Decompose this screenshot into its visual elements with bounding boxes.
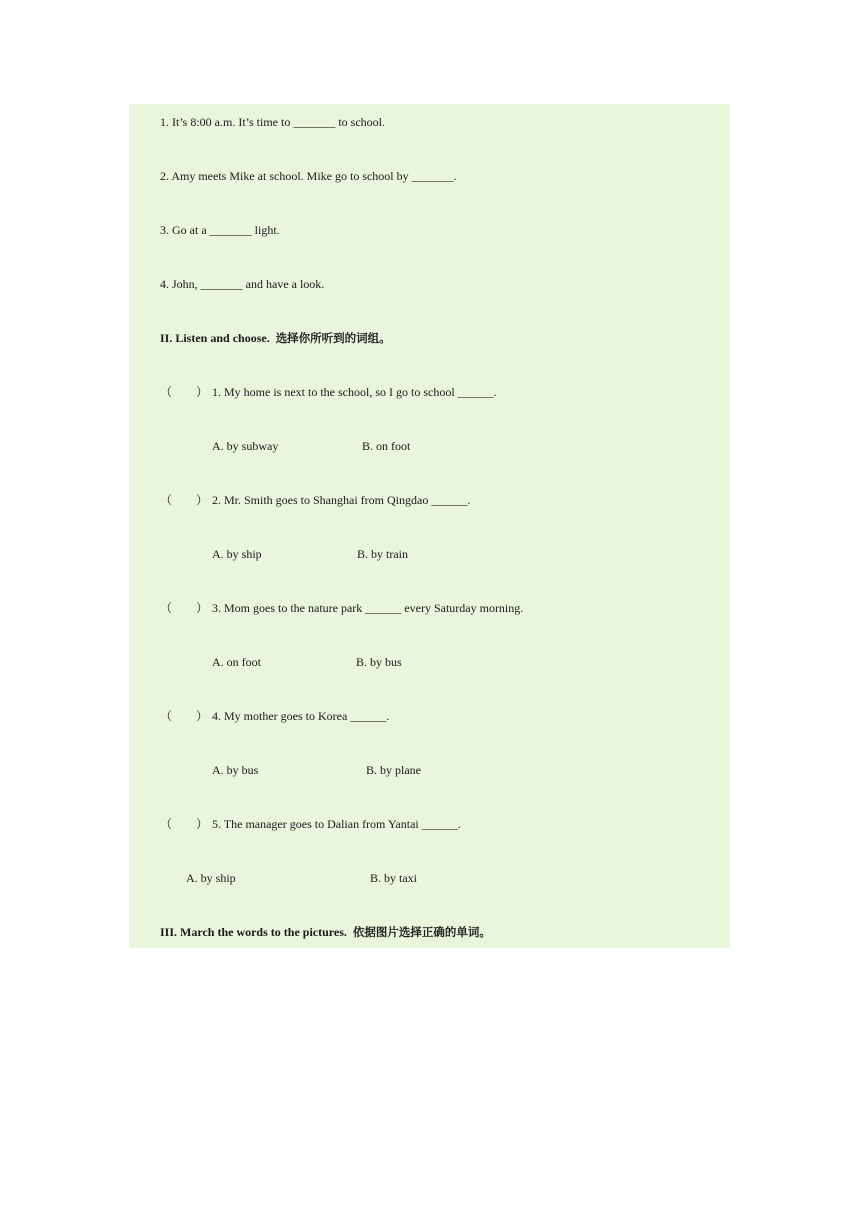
- option-b: B. on foot: [362, 439, 411, 453]
- question-text: 1. My home is next to the school, so I go to school ______.: [212, 385, 497, 399]
- option-b: B. by bus: [356, 655, 402, 669]
- question-text: 4. My mother goes to Korea ______.: [212, 709, 390, 723]
- option-b: B. by plane: [366, 763, 421, 777]
- answer-bracket[interactable]: （ ）: [160, 601, 209, 615]
- choice-question-4: [160, 708, 389, 724]
- worksheet-panel: [129, 104, 730, 948]
- section-2-heading-cn: 选择你所听到的词组。: [275, 331, 391, 345]
- option-a: A. by bus: [212, 763, 259, 777]
- answer-bracket[interactable]: （ ）: [160, 709, 209, 723]
- section-3-heading-cn: 依据图片选择正确的单词。: [352, 925, 491, 939]
- section-2-heading-en: II. Listen and choose.: [160, 331, 270, 345]
- answer-bracket[interactable]: （ ）: [160, 493, 209, 507]
- section-2-heading: [160, 330, 391, 346]
- choice-question-3: [160, 600, 523, 616]
- option-a: A. by subway: [212, 439, 279, 453]
- question-text: 2. Mr. Smith goes to Shanghai from Qingdao ______.: [212, 493, 471, 507]
- section-3-heading-en: III. March the words to the pictures.: [160, 925, 347, 939]
- answer-bracket[interactable]: （ ）: [160, 817, 209, 831]
- option-a: A. by ship: [212, 547, 262, 561]
- fill-blank-item-3: 3. Go at a _______ light.: [160, 223, 280, 237]
- question-text: 3. Mom goes to the nature park ______ every Saturday morning.: [212, 601, 524, 615]
- option-b: B. by train: [357, 547, 408, 561]
- fill-blank-item-1: 1. It’s 8:00 a.m. It’s time to _______ to school.: [160, 115, 385, 129]
- choice-question-1: [160, 384, 497, 400]
- choice-question-2: [160, 492, 470, 508]
- fill-blank-item-2: 2. Amy meets Mike at school. Mike go to school by _______.: [160, 169, 457, 183]
- fill-blank-item-4: 4. John, _______ and have a look.: [160, 277, 325, 291]
- option-a: A. on foot: [212, 655, 261, 669]
- option-a: A. by ship: [186, 871, 236, 885]
- question-text: 5. The manager goes to Dalian from Yantai ______.: [212, 817, 461, 831]
- answer-bracket[interactable]: （ ）: [160, 385, 209, 399]
- section-3-heading: [160, 924, 491, 940]
- option-b: B. by taxi: [370, 871, 417, 885]
- choice-question-5: [160, 816, 461, 832]
